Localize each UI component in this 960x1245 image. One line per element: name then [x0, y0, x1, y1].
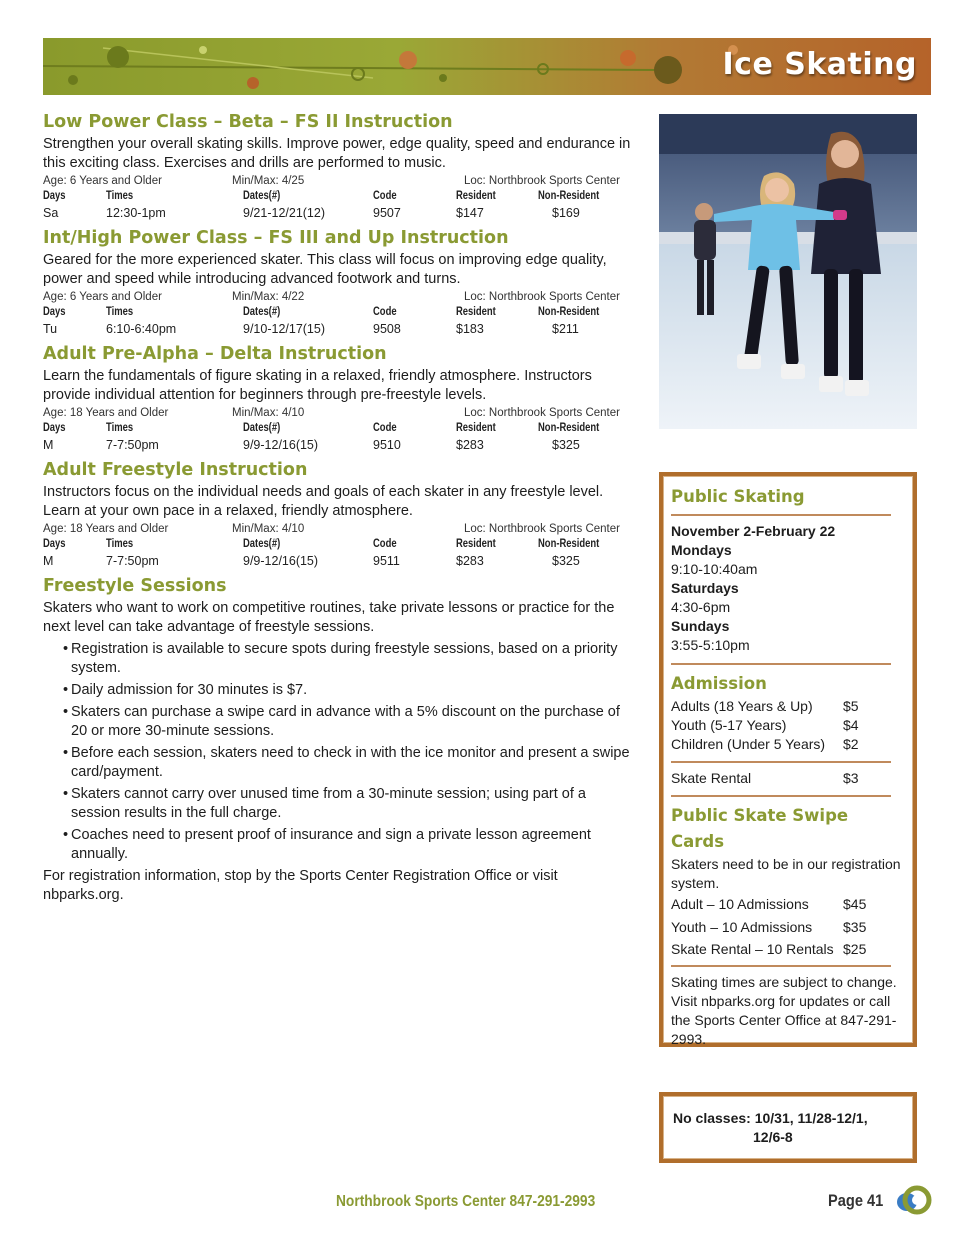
- class-schedule-table: [43, 190, 631, 222]
- class-meta: [43, 173, 631, 190]
- price-row: [671, 735, 905, 754]
- col-header-nonresident: Non-Resident: [538, 190, 600, 202]
- list-item-text: Skaters cannot carry over unused time from a 30-minute session; using part of a session results in the full charge.: [71, 786, 586, 821]
- list-item: • Skaters cannot carry over unused time from a 30-minute session; using part of a session results in the full charge.: [63, 786, 586, 821]
- price-value: $5: [843, 698, 859, 714]
- price-value: $45: [843, 896, 867, 912]
- class-description: Strengthen your overall skating skills. Improve power, edge quality, speed and endurance in this exciting class. Exercises and drills are performed to music.: [43, 136, 631, 171]
- class-title: Int/High Power Class – FS III and Up Instruction: [43, 228, 509, 248]
- swirl-logo-icon: [893, 1185, 933, 1217]
- price-label: Adult – 10 Admissions: [671, 896, 809, 912]
- swipe-cards-note: Skaters need to be in our registration system.: [671, 856, 901, 891]
- price-label: Youth (5-17 Years): [671, 717, 787, 733]
- header-banner: [43, 38, 931, 95]
- page-number: Page 41: [828, 1191, 884, 1210]
- cell-nonresident: $211: [552, 322, 579, 336]
- cell-nonresident: $169: [552, 206, 580, 220]
- col-header-resident: Resident: [456, 538, 496, 550]
- footer-contact: Northbrook Sports Center 847-291-2993: [336, 1193, 596, 1210]
- col-header-times: Times: [106, 190, 134, 202]
- no-classes-notice: [659, 1092, 917, 1163]
- freestyle-sessions-section: [43, 574, 631, 905]
- cell-code: 9511: [373, 554, 400, 568]
- price-row: [671, 893, 905, 916]
- class-schedule-table: [43, 538, 631, 570]
- bullet-list: [43, 640, 631, 864]
- class-schedule-table: [43, 422, 631, 454]
- col-header-code: Code: [373, 538, 397, 550]
- divider: [671, 761, 891, 763]
- list-item-text: Skaters can purchase a swipe card in advance with a 5% discount on the purchase of 20 or more 30-minute sessions.: [71, 704, 620, 739]
- class-age: Age: 6 Years and Older: [43, 291, 162, 303]
- list-item: • Skaters can purchase a swipe card in advance with a 5% discount on the purchase of 20 or more 30-minute sessions.: [63, 704, 620, 739]
- col-header-resident: Resident: [456, 190, 496, 202]
- no-classes-line1: No classes: 10/31, 11/28-12/1,: [673, 1110, 868, 1126]
- class-section: [43, 458, 631, 570]
- cell-dates: 9/10-12/17(15): [243, 322, 326, 336]
- col-header-code: Code: [373, 306, 397, 318]
- list-item: • Before each session, skaters need to check in with the ice monitor and present a swipe card/payment.: [63, 745, 630, 780]
- col-header-resident: Resident: [456, 306, 496, 318]
- class-section: [43, 342, 631, 454]
- class-description: Geared for the more experienced skater. This class will focus on improving edge quality, power and speed while introducing advanced footwork and turns.: [43, 252, 607, 287]
- divider: [671, 795, 891, 797]
- class-location: Loc: Northbrook Sports Center: [464, 407, 620, 419]
- cell-code: 9508: [373, 322, 401, 336]
- class-meta: [43, 521, 631, 538]
- no-classes-line2: 12/6-8: [753, 1129, 793, 1145]
- col-header-resident: Resident: [456, 422, 496, 434]
- col-header-dates: Dates(#): [243, 306, 281, 318]
- day-label: Saturdays: [671, 580, 739, 596]
- price-row: [671, 938, 905, 961]
- price-label: Children (Under 5 Years): [671, 736, 826, 752]
- price-label: Youth – 10 Admissions: [671, 918, 813, 935]
- price-label: Adults (18 Years & Up): [671, 698, 813, 714]
- cell-resident: $283: [456, 438, 484, 452]
- list-item-text: Coaches need to present proof of insurance and sign a private lesson agreement annually.: [71, 827, 591, 862]
- class-title: Adult Pre-Alpha – Delta Instruction: [43, 344, 387, 364]
- list-item-text: Registration is available to secure spots during freestyle sessions, based on a priority system.: [71, 641, 618, 676]
- class-section: [43, 110, 631, 222]
- season-dates: November 2-February 22: [671, 523, 836, 539]
- price-label: Skate Rental – 10 Rentals: [671, 941, 834, 957]
- divider: [671, 514, 891, 516]
- col-header-dates: Dates(#): [243, 190, 281, 202]
- price-value: $2: [843, 736, 859, 752]
- session-time: 3:55-5:10pm: [671, 637, 750, 653]
- cell-dates: 9/9-12/16(15): [243, 554, 319, 568]
- cell-days: M: [43, 438, 54, 452]
- col-header-nonresident: Non-Resident: [538, 422, 600, 434]
- class-minmax: Min/Max: 4/22: [232, 291, 305, 303]
- day-label: Mondays: [671, 542, 732, 558]
- class-list: [43, 110, 631, 905]
- cell-times: 7-7:50pm: [106, 438, 159, 452]
- cell-days: Tu: [43, 322, 58, 336]
- col-header-times: Times: [106, 306, 134, 318]
- class-age: Age: 6 Years and Older: [43, 175, 162, 187]
- registration-info: For registration information, stop by the Sports Center Registration Office or visit nbparks.org.: [43, 868, 558, 903]
- cell-resident: $147: [456, 206, 484, 220]
- divider: [671, 965, 891, 967]
- class-location: Loc: Northbrook Sports Center: [464, 175, 620, 187]
- admission-title: Admission: [671, 674, 767, 693]
- cell-nonresident: $325: [552, 554, 580, 568]
- class-age: Age: 18 Years and Older: [43, 407, 169, 419]
- price-row: [671, 769, 905, 788]
- class-meta: [43, 405, 631, 422]
- class-section: [43, 226, 631, 338]
- swipe-cards-title: Public Skate Swipe Cards: [671, 806, 849, 851]
- class-minmax: Min/Max: 4/10: [232, 523, 305, 535]
- class-minmax: Min/Max: 4/25: [232, 175, 305, 187]
- col-header-code: Code: [373, 190, 397, 202]
- skaters-photo: [659, 114, 917, 429]
- price-label: Skate Rental: [671, 770, 752, 786]
- price-value: $35: [843, 918, 867, 935]
- col-header-dates: Dates(#): [243, 422, 281, 434]
- col-header-dates: Dates(#): [243, 538, 281, 550]
- cell-nonresident: $325: [552, 438, 580, 452]
- divider: [671, 663, 891, 665]
- col-header-days: Days: [43, 538, 66, 550]
- class-minmax: Min/Max: 4/10: [232, 407, 305, 419]
- cell-dates: 9/21-12/21(12): [243, 206, 326, 220]
- class-meta: [43, 289, 631, 306]
- day-label: Sundays: [671, 618, 730, 634]
- cell-code: 9507: [373, 206, 401, 220]
- session-time: 9:10-10:40am: [671, 561, 758, 577]
- class-location: Loc: Northbrook Sports Center: [464, 523, 620, 535]
- col-header-nonresident: Non-Resident: [538, 306, 600, 318]
- cell-times: 12:30-1pm: [106, 206, 166, 220]
- price-value: $25: [843, 941, 867, 957]
- no-classes-text: [673, 1109, 903, 1147]
- col-header-times: Times: [106, 422, 134, 434]
- list-item-text: Before each session, skaters need to check in with the ice monitor and present a swipe card/payment.: [71, 745, 630, 780]
- session-time: 4:30-6pm: [671, 599, 731, 615]
- class-location: Loc: Northbrook Sports Center: [464, 291, 620, 303]
- cell-resident: $283: [456, 554, 484, 568]
- class-title: Low Power Class – Beta – FS II Instruction: [43, 112, 453, 132]
- class-title: Adult Freestyle Instruction: [43, 460, 308, 480]
- cell-times: 6:10-6:40pm: [106, 322, 177, 336]
- col-header-days: Days: [43, 306, 66, 318]
- section-intro: Skaters who want to work on competitive routines, take private lessons or practice for the next level can take advantage of freestyle sessions.: [43, 600, 615, 635]
- list-item: • Registration is available to secure spots during freestyle sessions, based on a priority system.: [63, 641, 618, 676]
- cell-code: 9510: [373, 438, 401, 452]
- price-row: [671, 716, 905, 735]
- class-schedule-table: [43, 306, 631, 338]
- public-skating-title: Public Skating: [671, 487, 805, 506]
- price-value: $3: [843, 770, 859, 786]
- col-header-nonresident: Non-Resident: [538, 538, 600, 550]
- public-skating-info-box: [659, 472, 917, 1047]
- section-title: Freestyle Sessions: [43, 576, 227, 596]
- col-header-days: Days: [43, 422, 66, 434]
- col-header-days: Days: [43, 190, 66, 202]
- price-row: [671, 697, 905, 716]
- cell-days: Sa: [43, 206, 59, 220]
- price-value: $4: [843, 717, 859, 733]
- list-item: • Coaches need to present proof of insurance and sign a private lesson agreement annually.: [63, 827, 591, 862]
- col-header-code: Code: [373, 422, 397, 434]
- cell-times: 7-7:50pm: [106, 554, 159, 568]
- class-description: Learn the fundamentals of figure skating in a relaxed, friendly atmosphere. Instructors provide individual attention for beginners through pre-freestyle levels.: [43, 368, 592, 403]
- list-item: • Daily admission for 30 minutes is $7.: [63, 682, 308, 698]
- cell-days: M: [43, 554, 54, 568]
- disclaimer-text: Skating times are subject to change. Visit nbparks.org for updates or call the Sports Center Office at 847-291-2993.: [671, 973, 897, 1047]
- class-description: Instructors focus on the individual needs and goals of each skater in any freestyle level. Learn at your own pace in a relaxed, friendly atmosphere.: [43, 484, 604, 519]
- cell-dates: 9/9-12/16(15): [243, 438, 319, 452]
- cell-resident: $183: [456, 322, 484, 336]
- col-header-times: Times: [106, 538, 134, 550]
- price-row: [671, 916, 905, 939]
- page-title: Ice Skating: [722, 47, 917, 82]
- list-item-text: Daily admission for 30 minutes is $7.: [71, 682, 308, 698]
- class-age: Age: 18 Years and Older: [43, 523, 169, 535]
